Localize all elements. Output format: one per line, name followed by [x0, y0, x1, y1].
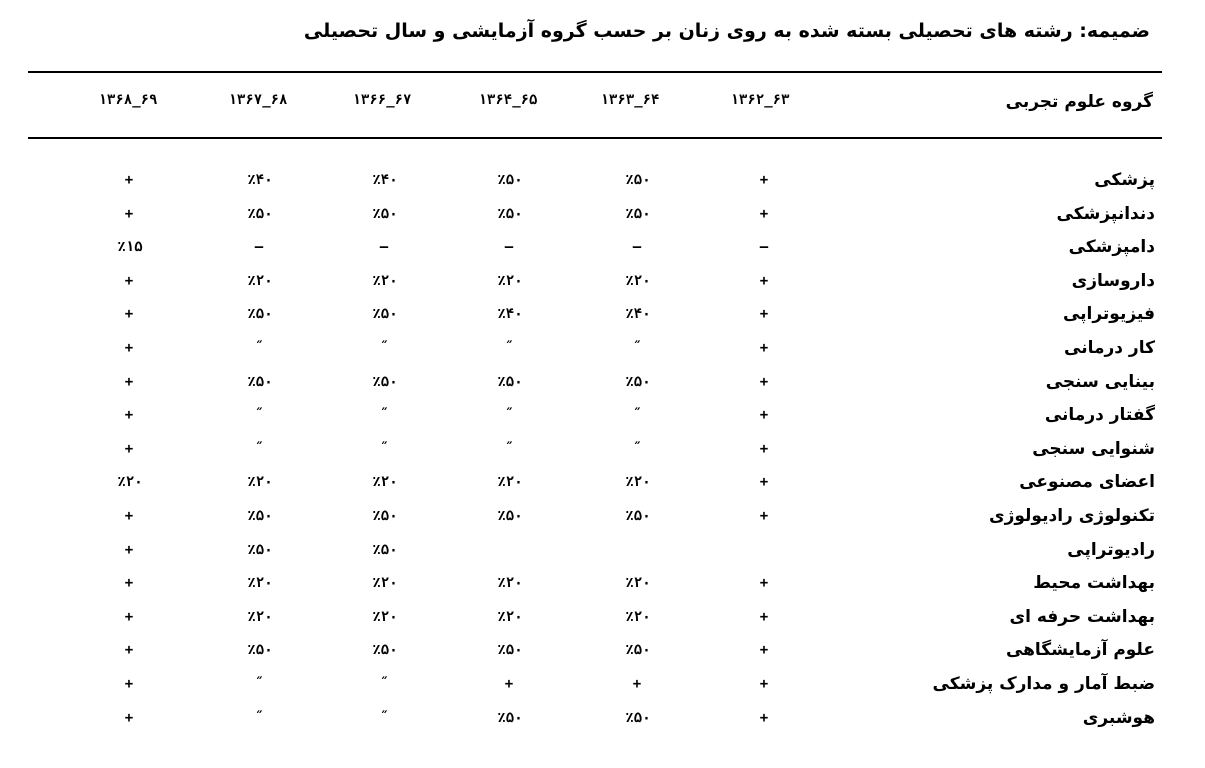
year-header-1363-64: ۱۳۶۳_۶۴ [600, 92, 660, 108]
table-cell: + [124, 205, 136, 222]
table-cell: ٪۲۰ [372, 474, 398, 491]
table-cell: + [632, 676, 644, 692]
table-cell: – [632, 239, 644, 256]
table-cell: ٪۲۰ [372, 608, 398, 625]
table-cell: ٪۵۰ [372, 508, 398, 524]
table-row [0, 607, 1205, 641]
table-cell: + [124, 373, 136, 390]
table-cell: + [124, 340, 136, 356]
table-cell: ٪۲۰ [372, 272, 398, 289]
table-cell: ٪۲۰ [497, 272, 523, 289]
table-cell: ٪۵۰ [625, 205, 651, 222]
table-cell: ٪۵۰ [372, 306, 398, 323]
table-cell: ٪۲۰ [372, 575, 398, 592]
table-cell: ٪۲۰ [497, 474, 523, 491]
table-row [0, 506, 1205, 540]
table-cell: + [124, 440, 136, 457]
table-row [0, 304, 1205, 338]
table-cell: ٪۲۰ [117, 474, 143, 491]
row-label: رادیوتراپی [1067, 539, 1155, 560]
top-rule [28, 71, 1162, 73]
table-cell: ٪۲۰ [247, 272, 273, 289]
table-cell: + [124, 541, 136, 558]
year-header-1368-69: ۱۳۶۸_۶۹ [98, 92, 158, 108]
table-cell: ˝ [379, 340, 391, 356]
table-cell: + [759, 709, 771, 726]
row-label: ضبط آمار و مدارک پزشکی [932, 674, 1155, 694]
table-row [0, 338, 1205, 372]
table-row [0, 472, 1205, 506]
table-cell: + [124, 306, 136, 323]
table-cell: ˝ [379, 440, 391, 457]
table-cell: + [759, 205, 771, 222]
table-cell: ٪۴۰ [247, 172, 273, 188]
table-cell: ˝ [504, 407, 516, 424]
table-cell: ˝ [254, 407, 266, 424]
table-cell: ٪۲۰ [625, 474, 651, 491]
group-header: گروه علوم تجربی [1005, 92, 1153, 112]
table-cell: ٪۲۰ [247, 474, 273, 491]
table-row [0, 204, 1205, 238]
table-cell: + [759, 676, 771, 692]
table-cell: ٪۵۰ [625, 642, 651, 659]
year-header-1367-68: ۱۳۶۷_۶۸ [228, 92, 288, 108]
table-cell: + [124, 676, 136, 692]
table-cell: + [124, 172, 136, 188]
row-label: گفتار درمانی [1044, 405, 1155, 426]
table-cell: ٪۵۰ [247, 508, 273, 524]
table-cell: ٪۵۰ [497, 373, 523, 390]
table-cell: + [759, 474, 771, 491]
table-row [0, 405, 1205, 439]
table-cell: ٪۵۰ [497, 205, 523, 222]
table-cell: ٪۵۰ [372, 373, 398, 390]
row-label: اعضای مصنوعی [1019, 472, 1155, 493]
table-cell: ٪۵۰ [625, 709, 651, 726]
table-cell: + [759, 306, 771, 323]
table-row [0, 271, 1205, 305]
table-cell: ˝ [379, 676, 391, 692]
table-cell: ٪۵۰ [497, 172, 523, 188]
row-label: پزشکی [1094, 170, 1155, 190]
row-label: فیزیوتراپی [1062, 304, 1155, 325]
row-label: تکنولوژی رادیولوژی [989, 506, 1155, 526]
table-cell: ˝ [504, 440, 516, 457]
table-cell: ٪۲۰ [625, 575, 651, 592]
table-cell: + [759, 575, 771, 592]
table-cell: + [124, 407, 136, 424]
table-cell: ٪۵۰ [625, 508, 651, 524]
table-cell: ٪۵۰ [247, 205, 273, 222]
table-cell: ٪۴۰ [625, 306, 651, 323]
table-cell: – [759, 239, 771, 256]
row-label: شنوایی سنجی [1032, 438, 1155, 459]
table-cell: ٪۵۰ [497, 709, 523, 726]
row-label: بهداشت حرفه ای [1009, 606, 1155, 627]
table-cell: ٪۴۰ [372, 172, 398, 188]
table-cell: + [124, 575, 136, 592]
year-header-1364-65: ۱۳۶۴_۶۵ [478, 92, 538, 108]
table-cell: ˝ [379, 709, 391, 726]
table-cell: ٪۵۰ [497, 642, 523, 659]
row-label: بینایی سنجی [1045, 371, 1155, 392]
table-cell: + [759, 440, 771, 457]
table-cell: ٪۴۰ [497, 306, 523, 323]
table-cell: + [759, 172, 771, 188]
table-cell: + [759, 373, 771, 390]
table-cell: ٪۲۰ [625, 272, 651, 289]
table-cell: ˝ [632, 340, 644, 356]
table-cell: ٪۵۰ [372, 541, 398, 558]
table-cell: ˝ [254, 440, 266, 457]
table-cell: ٪۱۵ [117, 239, 143, 256]
table-cell: – [254, 239, 266, 256]
table-cell: ٪۲۰ [247, 575, 273, 592]
table-cell: – [504, 239, 516, 256]
table-cell: + [759, 407, 771, 424]
table-cell: ٪۵۰ [247, 373, 273, 390]
row-label: دامپزشکی [1068, 237, 1155, 258]
table-cell: ٪۵۰ [247, 642, 273, 659]
row-label: داروسازی [1071, 270, 1155, 291]
table-cell: + [759, 642, 771, 659]
table-row [0, 540, 1205, 574]
table-caption: ضمیمه: رشته های تحصیلی بسته شده به روی زنان بر حسب گروه آزمایشی و سال تحصیلی [303, 20, 1150, 42]
table-cell: ٪۵۰ [625, 373, 651, 390]
table-cell: + [759, 272, 771, 289]
table-cell: ˝ [254, 340, 266, 356]
table-cell: ٪۵۰ [372, 642, 398, 659]
table-cell: + [124, 272, 136, 289]
year-header-1366-67: ۱۳۶۶_۶۷ [352, 92, 412, 108]
table-cell: ˝ [504, 340, 516, 356]
row-label: هوشبری [1082, 707, 1155, 728]
row-label: دندانپزشکی [1056, 203, 1155, 224]
table-cell: ٪۲۰ [625, 608, 651, 625]
table-cell: + [759, 608, 771, 625]
table-cell: ˝ [632, 407, 644, 424]
table-cell: ˝ [632, 440, 644, 457]
table-cell: + [124, 642, 136, 659]
table-cell: + [124, 508, 136, 524]
table-row [0, 573, 1205, 607]
table-cell: + [124, 709, 136, 726]
row-label: علوم آزمایشگاهی [1005, 640, 1155, 661]
table-cell: + [504, 676, 516, 692]
table-cell: ˝ [254, 676, 266, 692]
table-cell: ˝ [379, 407, 391, 424]
table-cell: – [379, 239, 391, 256]
table-cell: ٪۵۰ [247, 306, 273, 323]
table-cell: ٪۲۰ [497, 575, 523, 592]
table-row [0, 439, 1205, 473]
table-row [0, 170, 1205, 204]
year-header-1362-63: ۱۳۶۲_۶۳ [730, 92, 790, 108]
table-cell: ٪۵۰ [372, 205, 398, 222]
table-cell: ٪۵۰ [497, 508, 523, 524]
row-label: کار درمانی [1064, 338, 1155, 358]
table-cell: ٪۲۰ [247, 608, 273, 625]
row-label: بهداشت محیط [1033, 573, 1155, 594]
header-rule [28, 137, 1162, 139]
table-cell: + [759, 340, 771, 356]
table-row [0, 372, 1205, 406]
table-cell: + [759, 508, 771, 524]
table-cell: ٪۲۰ [497, 608, 523, 625]
table-cell: ˝ [254, 709, 266, 726]
table-row [0, 708, 1205, 742]
table-cell: ٪۵۰ [625, 172, 651, 188]
table-row [0, 674, 1205, 708]
table-row [0, 640, 1205, 674]
table-cell: ٪۵۰ [247, 541, 273, 558]
table-cell: + [124, 608, 136, 625]
table-row [0, 237, 1205, 271]
